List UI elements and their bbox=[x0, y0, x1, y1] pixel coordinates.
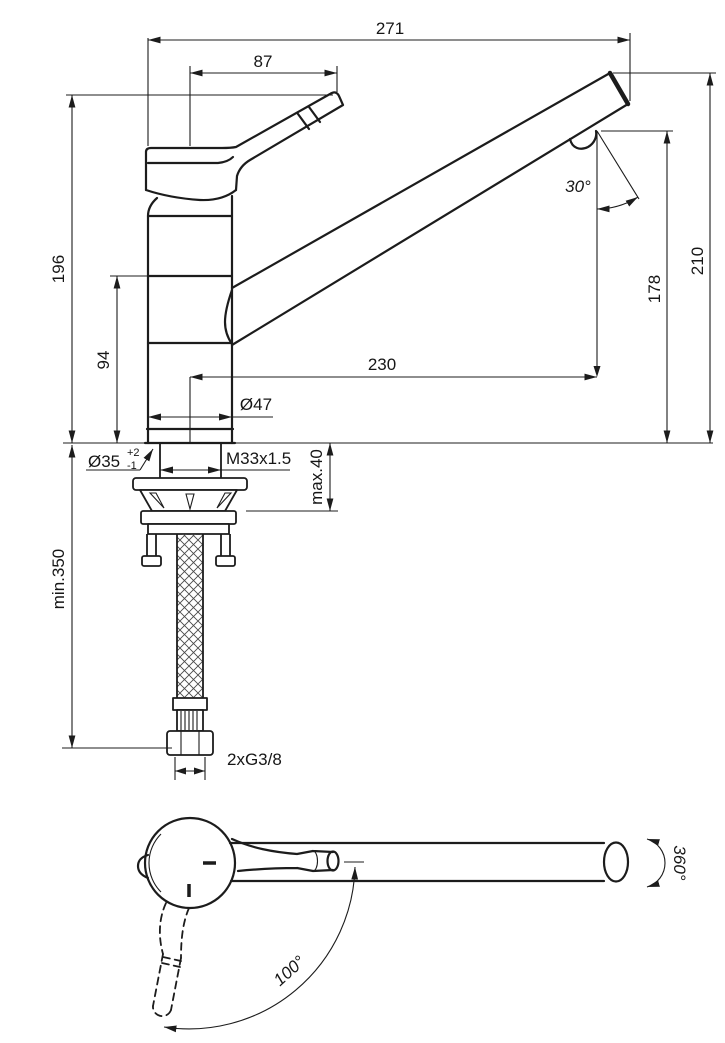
label-spout-reach: 230 bbox=[367, 355, 397, 374]
handle-end-cap bbox=[328, 852, 339, 871]
spout-end-ellipse bbox=[604, 843, 628, 882]
threaded-shank bbox=[160, 443, 221, 478]
label-height-196: 196 bbox=[49, 254, 68, 284]
connection-nut bbox=[167, 731, 213, 755]
side-view bbox=[49, 19, 716, 780]
g38-arrow-right bbox=[194, 768, 205, 775]
body-left-edge bbox=[148, 198, 157, 443]
d47-arrow-left bbox=[148, 414, 161, 421]
indicator-marks bbox=[189, 863, 216, 897]
label-hole-tol-plus: +2 bbox=[127, 447, 140, 459]
handle-lever-outline bbox=[146, 92, 343, 190]
angle-arc-30 bbox=[597, 197, 638, 209]
centerline-arrow bbox=[594, 366, 601, 377]
handle-dashed-position bbox=[153, 903, 189, 1016]
d47-arrow-right bbox=[219, 414, 232, 421]
angle-arc-100 bbox=[164, 867, 355, 1029]
label-overall-width: 271 bbox=[375, 19, 405, 38]
label-handle-length: 87 bbox=[253, 52, 273, 71]
faucet-body-outline bbox=[145, 73, 628, 443]
label-spout-swivel: 360° bbox=[670, 845, 689, 881]
spout-tube bbox=[232, 73, 628, 345]
stud-foot-right bbox=[216, 556, 235, 566]
flex-hose-braid bbox=[177, 534, 203, 698]
handle-hub-bottom bbox=[146, 190, 236, 200]
angle-arc-360 bbox=[647, 839, 665, 887]
handle-hub-contour bbox=[148, 157, 233, 163]
label-hole-diameter: Ø35 bbox=[88, 452, 121, 471]
label-handle-swing: 100° bbox=[269, 952, 309, 990]
spout-tube-top-view bbox=[230, 843, 604, 881]
mounting-ring-upper bbox=[141, 511, 236, 524]
stud-foot-left bbox=[142, 556, 161, 566]
mounting-ring-lower bbox=[148, 524, 229, 534]
label-max-deck: max.40 bbox=[307, 449, 326, 505]
g38-arrow-left bbox=[175, 768, 186, 775]
flange-washer bbox=[133, 478, 247, 490]
top-view bbox=[138, 818, 689, 1029]
d35-leader bbox=[140, 449, 153, 470]
m33-arrow-right bbox=[208, 467, 221, 474]
label-height-94: 94 bbox=[94, 350, 113, 370]
spout-end-face bbox=[610, 73, 628, 104]
label-height-210: 210 bbox=[688, 246, 707, 276]
m33-arrow-left bbox=[160, 467, 173, 474]
extension-lines bbox=[62, 33, 716, 780]
label-shank-thread: M33x1.5 bbox=[226, 449, 292, 468]
top-view-outline bbox=[138, 818, 628, 1016]
label-height-178: 178 bbox=[645, 274, 664, 304]
label-hole-tol-minus: -1 bbox=[127, 460, 137, 472]
aerator-outlet bbox=[570, 131, 596, 149]
dimension-lines bbox=[62, 33, 716, 780]
label-min-hose: min.350 bbox=[49, 548, 68, 610]
label-outlet-angle: 30° bbox=[565, 177, 591, 196]
label-supply-connection: 2xG3/8 bbox=[227, 750, 282, 769]
label-body-diameter: Ø47 bbox=[239, 395, 273, 414]
handle-band-arc bbox=[313, 851, 318, 871]
hose-collar bbox=[173, 698, 207, 710]
installation-parts bbox=[63, 443, 713, 755]
